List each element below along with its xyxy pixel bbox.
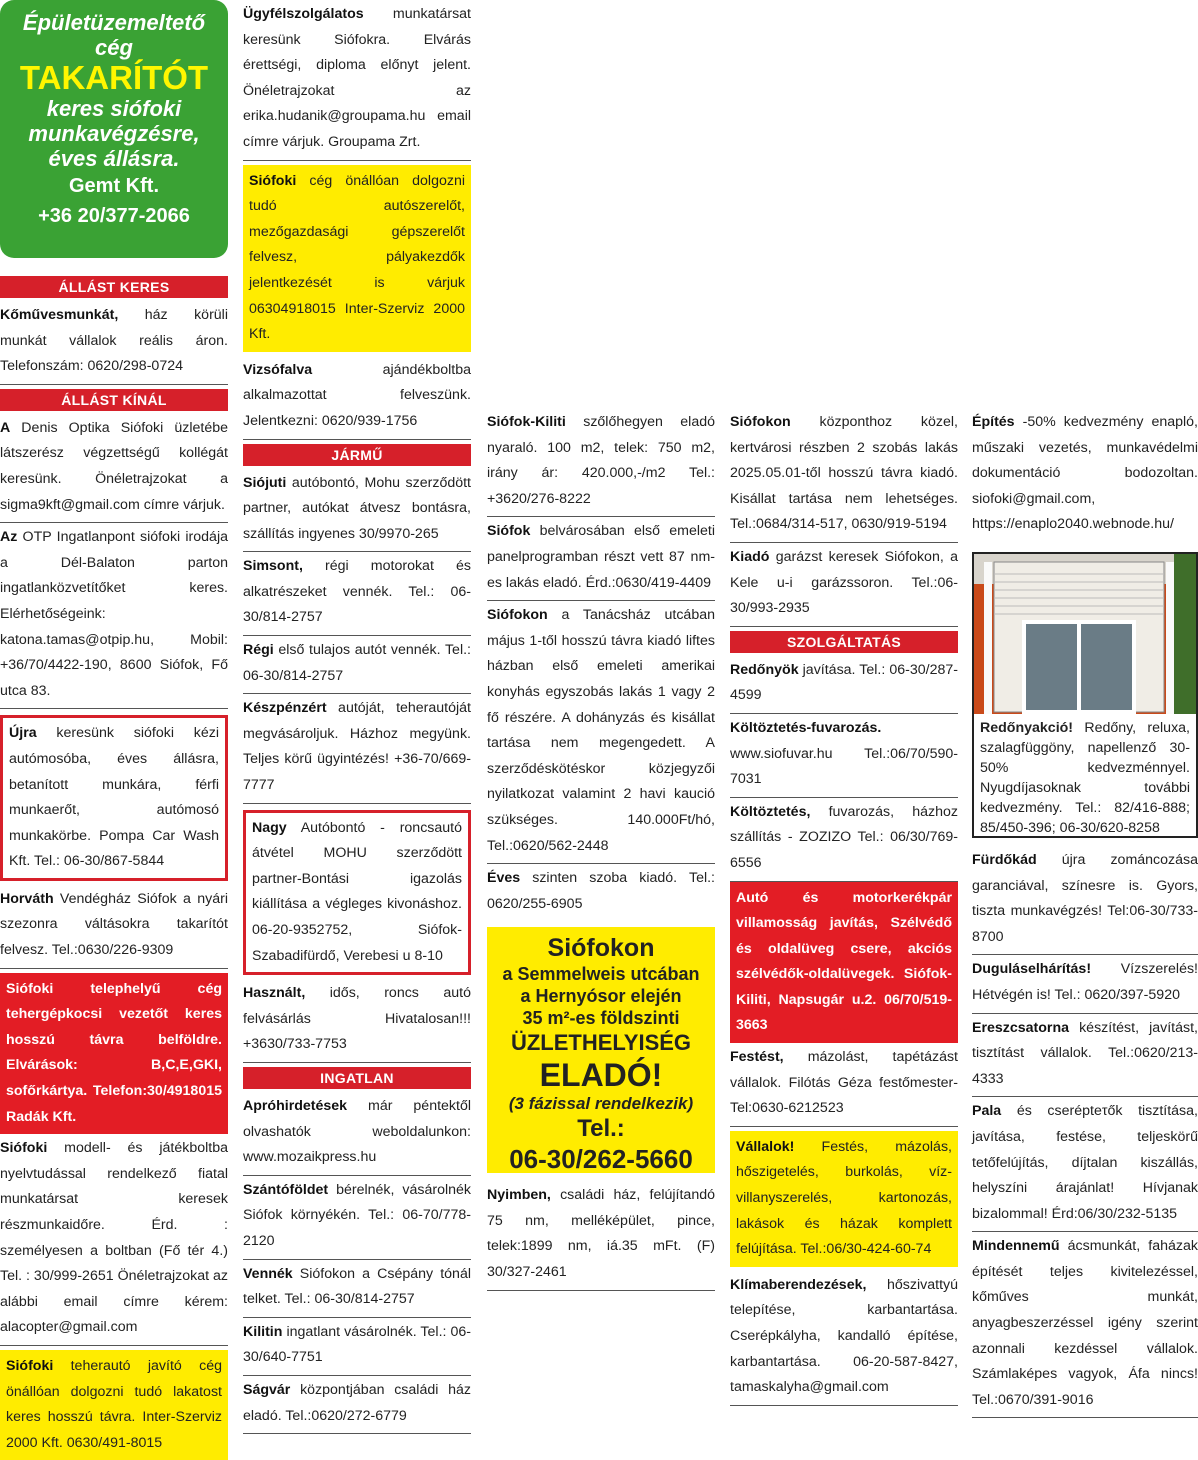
section-header-allast-kinal: ÁLLÁST KÍNÁL bbox=[0, 389, 228, 411]
classified-ad: Éves szinten szoba kiadó. Tel.: 0620/255-6905 bbox=[487, 870, 715, 912]
classified-ad: Siófokon a Tanácsház utcában május 1-től hosszú távra kiadó liftes házban első emeleti amerikai konyhás egyszobás lakás 1 vagy 2 fő részére. A dohányzás és kisállat tartása nem megengedett. A szerződéskötéskor közjegyzői nyilatkozat valamint 2 havi kaució szükséges. 140.000Ft/hó, Tel.:0620/562-2448 bbox=[487, 601, 715, 864]
classified-ad-highlight-red: Siófoki telephelyű cég tehergépkocsi vezetőt keres hosszú távra belföldre. Elvárások: B,C,E,GKI, sofőrkártya. Telefon:30/4918015 Radák Kft. bbox=[0, 973, 228, 1135]
classified-ad: Költöztetés-fuvarozás. www.siofuvar.hu Tel.:06/70/590-7031 bbox=[730, 714, 958, 798]
classified-ad: Ereszcsatorna készítést, javítást, tisztítást vállalok. Tel.:0620/213-4333 bbox=[972, 1014, 1198, 1098]
ad-line: munkavégzésre, bbox=[28, 121, 200, 146]
shop-for-sale-ad bbox=[487, 927, 715, 1173]
window-shutter-image bbox=[974, 554, 1196, 714]
ad-line: a Hernyósor elején bbox=[520, 986, 682, 1007]
ad-line: cég bbox=[95, 35, 133, 60]
shutter-ad-box bbox=[972, 552, 1198, 838]
ad-line: keres siófoki bbox=[46, 96, 182, 121]
classified-ad: Kőművesmunkát, ház körüli munkát vállalok reális áron. Telefonszám: 0620/298-0724 bbox=[0, 301, 228, 385]
classified-ad: Költöztetés, fuvarozás, házhoz szállítás - ZOZIZO Tel.: 06/30/769-6556 bbox=[730, 798, 958, 882]
classified-ad: Nyimben, családi ház, felújítandó 75 nm, melléképület, pince, telek:1899 nm, iá.35 mFt. (F) 30/327-2461 bbox=[487, 1181, 715, 1290]
classified-ad-highlight-yellow: Siófoki teherautó javító cég önállóan dolgozni tudó lakatost keres hosszú távra. Inter-Szerviz 2000 Kft. 0630/491-8015 bbox=[0, 1350, 228, 1460]
shutter-ad-text: Redőnyakció! Redőny, reluxa, szalagfüggöny, napellenző 30-50% kedvezménnyel. Nyugdíjasoknak további kedvezmény. Tel.: 82/416-888; 85/450-396; 06-30/620-8258 bbox=[980, 719, 1190, 836]
ad-line: a Semmelweis utcában bbox=[502, 964, 700, 985]
classified-ad: Siófok-Kiliti szőlőhegyen eladó nyaraló. 100 m2, telek: 750 m2, irány ár: 420.000,-/m2 Tel.: +3620/276-8222 bbox=[487, 408, 715, 517]
classified-ad: Vennék Siófokon a Csépány tónál telket. Tel.: 06-30/814-2757 bbox=[243, 1260, 471, 1318]
ad-headline: TAKARÍTÓT bbox=[19, 59, 209, 96]
classified-ad-highlight-yellow: Vállalok! Festés, mázolás, hőszigetelés, burkolás, víz-villanyszerelés, kartonozás, lakások és házak komplett felújítása. Tel.:06/30-424-60-74 bbox=[730, 1131, 958, 1267]
classified-ad-boxed: Újra keresünk siófoki kézi autómosóba, éves állásra, betanított munkára, férfi munkaerőt, autómosó munkakörbe. Pompa Car Wash Kft. Tel.: 06-30/867-5844 bbox=[0, 715, 228, 881]
classified-ad: Festést, mázolást, tapétázást vállalok. Filótás Géza festőmester-Tel:0630-6212523 bbox=[730, 1043, 958, 1127]
classified-ad: A Denis Optika Siófoki üzletébe látszerész végzettségű kollégát keresünk. Önéletrajzokat a sigma9kft@gmail.com címre várjuk. bbox=[0, 414, 228, 523]
classified-ad: Horváth Vendégház Siófok a nyári szezonra váltásokra takarítót felvesz. Tel.:0630/226-9309 bbox=[0, 885, 228, 969]
shutter-photo bbox=[974, 554, 1196, 714]
classified-ad: Használt, idős, roncs autó felvásárlás Hivatalosan!!! +3630/733-7753 bbox=[243, 979, 471, 1063]
classified-ad: Az OTP Ingatlanpont siófoki irodája a Dél-Balaton parton ingatlanközvetítőket keres. Elérhetőségeink: katona.tamas@otpip.hu, Mobil: +36/70/4422-190, 8600 Siófok, Fő utca 83. bbox=[0, 523, 228, 709]
classified-ad: Ügyfélszolgálatos munkatársat keresünk Siófokra. Elvárás érettségi, diploma előnyt jelent. Önéletrajzokat az erika.hudanik@groupama.hu email címre várjuk. Groupama Zrt. bbox=[243, 0, 471, 161]
classified-ad: Pala és cserépteτők tisztítása, javítása, festése, teljeskörű tetőfelújítás, díjtalan kiszállás, helyszíni árajánlat! Hívjanak bizalommal! Érd:06/30/232-5135 bbox=[972, 1097, 1198, 1232]
ad-headline: ELADÓ! bbox=[539, 1057, 663, 1094]
column-3 bbox=[487, 408, 715, 1291]
classified-ad: Redőnyök javítása. Tel.: 06-30/287-4599 bbox=[730, 656, 958, 714]
ad-phone: +36 20/377-2066 bbox=[38, 205, 190, 227]
classified-ad: Duguláselhárítás! Vízszerelés! Hétvégén is! Tel.: 0620/397-5920 bbox=[972, 955, 1198, 1013]
classified-ad: Fürdőkád újra zománcozása garanciával, színesre is. Gyors, tiszta munkavégzés! Tel:06-30/733-8700 bbox=[972, 846, 1198, 955]
classified-ad: Ságvár központjában családi ház eladó. Tel.:0620/272-6779 bbox=[243, 1376, 471, 1434]
classified-ad-highlight-red: Autó és motorkerékpár villamosság javítás, Szélvédő és oldalüveg csere, akciós szélvédők-oldalüvegek. Siófok-Kiliti, Napsugár u.2. 06/70/519-3663 bbox=[730, 882, 958, 1044]
classified-ad-boxed: Nagy Autóbontó - roncsautó átvétel MOHU szerződött partner-Bontási igazolás kiállítása a végleges kivonáshoz. 06-20-9352752, Siófok-Szabadifürdő, Verebesi u 8-10 bbox=[243, 810, 471, 976]
column-2 bbox=[243, 0, 471, 1434]
classified-ad: Klímaberendezések, hőszivattyú telepítése, karbantartása. Cserépkályha, kandalló építése, karbantartása. 06-20-587-8427, tamaskalyha@gmail.com bbox=[730, 1271, 958, 1406]
classified-ad: Siójuti autóbontó, Mohu szerződött partner, autókat átvesz bontásra, szállítás ingyenes 30/9970-265 bbox=[243, 469, 471, 553]
section-header-ingatlan: INGATLAN bbox=[243, 1067, 471, 1089]
ad-line: (3 fázissal rendelkezik) bbox=[508, 1094, 694, 1114]
classified-ad: Építés -50% kedvezmény enapló, műszaki vezetés, munkavédelmi dokumentáció bodozoltan. siofoki@gmail.com, https://enaplo2040.webnode.hu/ bbox=[972, 414, 1198, 533]
ad-line: Tel.: bbox=[577, 1115, 625, 1143]
section-header-jarmu: JÁRMŰ bbox=[243, 444, 471, 466]
classified-ad: Siófok belvárosában első emeleti panelprogramban részt vett 87 nm-es lakás eladó. Érd.:0630/419-4409 bbox=[487, 517, 715, 601]
classified-ad: Simsont, régi motorokat és alkatrészeket vennék. Tel.: 06-30/814-2757 bbox=[243, 552, 471, 636]
ad-phone: 06-30/262-5660 bbox=[509, 1144, 693, 1175]
classified-ad-highlight-yellow: Siófoki cég önállóan dolgozni tudó autószerelőt, mezőgazdasági gépszerelőt felvesz, pályakezdők jelentkezését is várjuk 06304918015 Inter-Szerviz 2000 Kft. bbox=[243, 165, 471, 352]
classified-ad: Siófokon központhoz közel, kertvárosi részben 2 szobás lakás 2025.05.01-től hosszú távra kiadó. Kisállat tartása nem lehetséges. Tel.:0684/314-517, 0630/919-5194 bbox=[730, 408, 958, 543]
ad-line: 35 m²-es földszinti bbox=[522, 1008, 680, 1029]
classified-ad: Régi első tulajos autót vennék. Tel.: 06-30/814-2757 bbox=[243, 636, 471, 694]
ad-line: Épületüzemeltető bbox=[22, 10, 206, 35]
column-5 bbox=[972, 408, 1198, 1418]
ad-company: Gemt Kft. bbox=[69, 175, 159, 197]
column-4 bbox=[730, 408, 958, 1406]
ad-headline: ÜZLETHELYISÉG bbox=[510, 1030, 692, 1056]
cleaner-job-ad bbox=[0, 0, 228, 258]
section-header-szolgaltatas: SZOLGÁLTATÁS bbox=[730, 631, 958, 653]
classified-ad: Apróhirdetések már péntektől olvashatók weboldalunkon: www.mozaikpress.hu bbox=[243, 1092, 471, 1176]
ad-line: éves állásra. bbox=[48, 146, 180, 171]
classified-ad: Kilitin ingatlant vásárolnék. Tel.: 06-30/640-7751 bbox=[243, 1318, 471, 1376]
classified-ad: Siófoki modell- és játékboltba nyelvtudással rendelkező fiatal munkatársat keresek részmunkaidőre. Érd. : személyesen a boltban (Fő tér 4.) Tel. : 30/999-2651 Önéletrajzokat az alábbi email címre kérem: alacopter@gmail.com bbox=[0, 1134, 228, 1346]
column-1 bbox=[0, 0, 228, 1460]
ad-line: Siófokon bbox=[547, 934, 655, 963]
section-header-allast-keres: ÁLLÁST KERES bbox=[0, 276, 228, 298]
classified-ad: Mindennemű ácsmunkát, faházak építését teljes kivitelezéssel, kőműves munkát, anyagbeszerzéssel igény szerint azonnali kezdéssel vállalok. Számlaképes vagyok, Áfa nincs! Tel.:0670/391-9016 bbox=[972, 1232, 1198, 1418]
classified-ad: Szántóföldet bérelnék, vásárolnék Siófok környékén. Tel.: 06-70/778-2120 bbox=[243, 1176, 471, 1260]
classified-ad: Készpénzért autóját, teherautóját megvásároljuk. Házhoz megyünk. Teljes körű ügyintézés! +36-70/669-7777 bbox=[243, 694, 471, 803]
classified-ad: Kiadó garázst keresek Siófokon, a Kele u-i garázssoron. Tel.:06-30/993-2935 bbox=[730, 543, 958, 627]
classified-ad: Vizsófalva ajándékboltba alkalmazottat felveszünk. Jelentkezni: 0620/939-1756 bbox=[243, 356, 471, 440]
